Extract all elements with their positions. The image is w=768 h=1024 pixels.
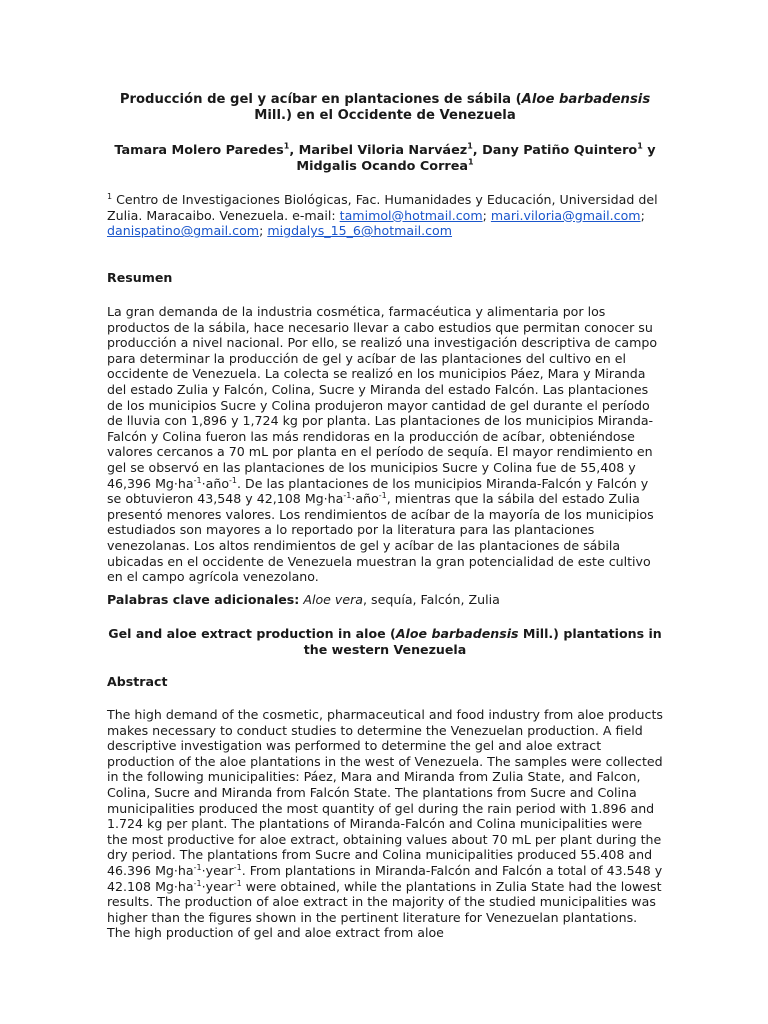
title-text-end: Mill.) en el Occidente de Venezuela [254,108,516,123]
keywords: Palabras clave adicionales: Aloe vera, sequía, Falcón, Zulia [107,592,500,607]
affiliation-marker: 1 [107,191,113,201]
resumen-paragraph: La gran demanda de la industria cosmética, farmacéutica y alimentaria por los productos de la sábila, hace necesario llevar a cabo estudios que permitan conocer su producción a nivel nacional. Por ello, se realizó una investigación descriptiva de campo para determinar la producción de gel y acíbar de las plantaciones del cultivo en el occidente de Venezuela. La colecta se realizó en los municipios Páez, Mara y Miranda del estado Zulia y Falcón, Colina, Sucre y Miranda del estado Falcón. Las plantaciones de los municipios Sucre y Colina produjeron mayor cantidad de gel durante el período de lluvia con 1,896 y 1,724 kg por planta. Las plantaciones de los municipios Miranda-Falcón y Colina fueron las más rendidoras en la producción de acíbar, obteniéndose valores cercanos a 70 mL por planta en el período de sequía. El mayor rendimiento en gel se observó en las plantaciones de los municipios Sucre y Colina fue de 55,408 y 46,396 $Mg\cdot ha^{-1}\cdot año^{-1}$. De las plantaciones de los municipios Miranda-Falcón y Falcón y se obtuvieron 43,548 y 42,108 $Mg\cdot ha^{-1}\cdot año^{-1}$, mientras que la sábila del estado Zulia presentó menores valores. Los rendimientos de acíbar de la mayoría de los municipios estudiados son mayores a lo reportado por la literatura para las plantaciones venezolanas. Los altos rendimientos de gel y acíbar de las plantaciones de sábila ubicadas en el occidente de Venezuela muestran la gran potencialidad de este cultivo en el campo agrícola venezolano. [107,304,658,585]
author: Tamara Molero Paredes$^1$, [114,141,299,158]
affiliation-marker: 1 [467,141,473,151]
email-link[interactable]: danispatino@gmail.com [107,223,260,239]
author: Dany Patiño Quintero$^1$ y [482,141,656,158]
affiliation-text: Centro de Investigaciones Biológicas, Fac. Humanidades y Educación, Universidad del Zulia. Maracaibo. Venezuela. e-mail: [107,192,658,223]
title-text: Producción de gel y acíbar en plantaciones de sábila ( [119,92,522,107]
keywords-label: Palabras clave adicionales: [107,592,300,607]
abstract-heading: Abstract [107,674,168,689]
paper-title [107,92,663,124]
resumen-heading: Resumen [107,270,173,285]
author-list [107,143,663,175]
author: Maribel Viloria Narváez$^1$, [298,141,483,158]
affiliation-marker: 1 [283,141,290,151]
affiliation-marker: 1 [637,141,643,151]
email-link[interactable]: mari.viloria@gmail.com [490,207,641,223]
author: Midgalis Ocando Correa$^1$ [296,157,474,174]
abstract-paragraph: The high demand of the cosmetic, pharmaceutical and food industry from aloe products makes necessary to conduct studies to determine the Venezuelan production. A field descriptive investigation was performed to determine the gel and aloe extract production of the aloe plantations in the west of Venezuela. The samples were collected in the following municipalities: Páez, Mara and Miranda from Zulia State, and Falcon, Colina, Sucre and Miranda from Falcón State. The plantations from Sucre and Colina municipalities produced the most quantity of gel during the rain period with 1.896 and 1.724 kg per plant. The plantations of Miranda-Falcón and Colina municipalities were the most productive for aloe extract, obtaining values about 70 mL per plant during the dry period. The plantations from Sucre and Colina municipalities produced 55.408 and 46.396 $Mg\cdot ha^{-1}\cdot year^{-1}$. From plantations in Miranda-Falcón and Falcón a total of 43.548 y 42.108 $Mg\cdot ha^{-1}\cdot year^{-1}$ were obtained, while the plantations in Zulia State had the lowest results. The production of aloe extract in the majority of the studied municipalities was higher than the figures shown in the pertinent literature for Venezuelan plantations. The high production of gel and aloe extract from aloe [107,707,663,941]
email-link[interactable]: migdalys_15_6@hotmail.com [267,223,453,239]
title-species-italic: Aloe barbadensis [521,92,651,107]
english-title: Gel and aloe extract production in aloe (Aloe barbadensis Mill.) plantations in the western Venezuela [108,626,662,657]
affiliation: $^1$ Centro de Investigaciones Biológicas, Fac. Humanidades y Educación, Universidad del Zulia. Maracaibo. Venezuela. e-mail: tamimol@hotmail.com; mari.viloria@gmail.com; danispatino@gmail.com; migdalys_15_6@hotmail.com [107,191,658,239]
affiliation-marker: 1 [468,157,474,167]
email-link[interactable]: tamimol@hotmail.com [339,207,483,223]
